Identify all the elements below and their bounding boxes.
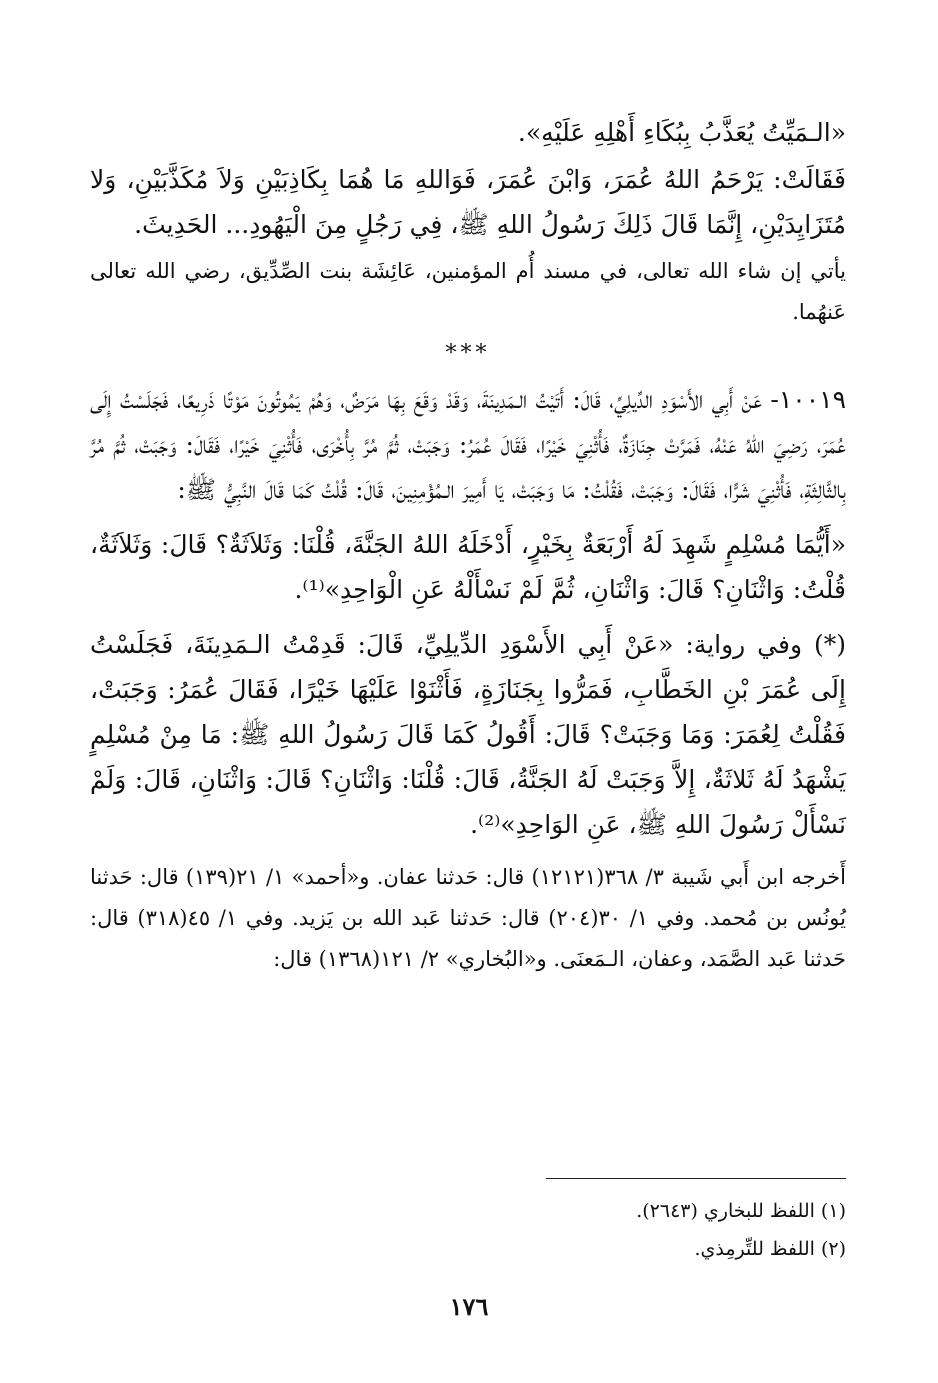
cross-reference-note: يأتي إن شاء الله تعالى، في مسند أُم المؤمنين، عَائِشَة بنت الصِّدِّيق، رضي الله تعالى عَنهُما. <box>90 259 846 324</box>
footnote-2: (٢) اللفظ للتِّرمِذي. <box>694 1238 846 1260</box>
footnote-divider <box>546 1178 846 1179</box>
section-separator: *** <box>445 341 491 366</box>
takhrij-paragraph: أَخرجه ابن أَبي شَيبة ٣/ ٣٦٨(١٢١٢١) قال: حَدثنا عفان. و«أحمد» ١/ ٢١(١٣٩) قال: حَدثنا يُونُس بن مُحمد. وفي ١/ ٣٠(٢٠٤) قال: حَدثنا عَبد الله بن يَزيد. وفي ١/ ٤٥(٣١٨) قال: حَدثنا عَبد الصَّمَد، وعفان، الـمَعنَى. و«البُخاري» ٢/ ١٢١(١٣٦٨) قال: <box>90 865 846 971</box>
page-number: ١٧٦ <box>449 1292 489 1321</box>
page-body <box>90 110 846 980</box>
riwaya-paragraph: (*) وفي رواية: «عَنْ أَبِي الأَسْوَدِ الدِّيلِيِّ، قَالَ: قَدِمْتُ الـمَدِينَةَ، فَجَلَسْتُ إِلَى عُمَرَ بْنِ الخَطَّابِ، فَمَرُّوا بِجَنَازَةٍ، فَأَثْنَوْا عَلَيْهَا خَيْرًا، فَقَالَ عُمَرُ: وَجَبَتْ، فَقُلْتُ لِعُمَرَ: وَمَا وَجَبَتْ؟ قَالَ: أَقُولُ كَمَا قَالَ رَسُولُ اللهِ ﷺ: مَا مِنْ مُسْلِمٍ يَشْهَدُ لَهُ ثَلاثَةٌ، إِلاَّ وَجَبَتْ لَهُ الجَنَّةُ، قَالَ: قُلْنَا: وَاثْنَانِ؟ قَالَ: وَاثْنَانِ، قَالَ: وَلَمْ نَسْأَلْ رَسُولَ اللهِ ﷺ، عَنِ الوَاحِدِ»⁽²⁾. <box>90 630 846 839</box>
footnote-1: (١) اللفظ للبخاري (٢٦٤٣). <box>636 1200 846 1222</box>
hadith-quote-paragraph: «أَيُّمَا مُسْلِمٍ شَهِدَ لَهُ أَرْبَعَةٌ بِخَيْرٍ، أَدْخَلَهُ اللهُ الجَنَّةَ، قُلْنَا: وَثَلاَثَةٌ؟ قَالَ: وَثَلاَثَةٌ، قُلْتُ: وَاثْنَانِ؟ قَالَ: وَاثْنَانِ، ثُمَّ لَمْ نَسْأَلْهُ عَنِ الْوَاحِدِ»⁽¹⁾. <box>90 530 846 604</box>
aisha-response-paragraph: فَقَالَتْ: يَرْحَمُ اللهُ عُمَرَ، وَابْنَ عُمَرَ، فَوَاللهِ مَا هُمَا بِكَاذِبَيْنِ وَلاَ مُكَذَّبَيْنِ، وَلا مُتَزَايِدَيْنِ، إِنَّمَا قَالَ ذَلِكَ رَسُولُ اللهِ ﷺ، فِي رَجُلٍ مِنَ الْيَهُودِ... الحَدِيثَ. <box>90 165 846 239</box>
footnotes <box>90 1192 846 1268</box>
hadith-10019-paragraph: ١٠٠١٩- عَنْ أَبِي الأَسْوَدِ الدِّيلِيِّ، قَالَ: أَتَيْتُ الـمَدِينَةَ، وَقَدْ وَقَعَ بِهَا مَرَضٌ، وَهُمْ يَمُوتُونَ مَوْتًا ذَرِيعًا، فَجَلَسْتُ إِلَى عُمَرَ، رَضِيَ اللهُ عَنْهُ، فَمَرَّتْ جِنَازَةٌ، فَأُثْنِيَ خَيْرًا، فَقَالَ عُمَرُ: وَجَبَتْ، ثُمَّ مُرَّ بِأُخْرَى، فَأُثْنِيَ خَيْرًا، فَقَالَ: وَجَبَتْ، ثُمَّ مُرَّ بِالثَّالِثَةِ، فَأُثْنِيَ شَرًّا، فَقَالَ: وَجَبَتْ، فَقُلْتُ: مَا وَجَبَتْ، يَا أَمِيرَ الـمُؤْمِنِينَ، قَالَ: قُلْتُ كَمَا قَالَ النَّبِيُّ ﷺ: <box>90 385 846 504</box>
quote-line: «الـمَيِّتُ يُعَذَّبُ بِبُكَاءِ أَهْلِهِ عَلَيْهِ». <box>517 118 846 147</box>
